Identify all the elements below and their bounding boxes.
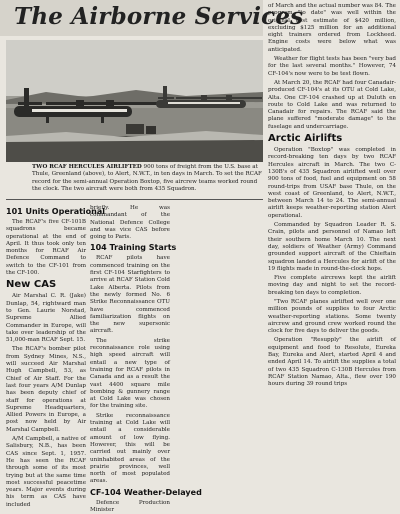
caption-text: 900 tons of freight from the U.S. base at Thule, Greenland (above), to Alert, N.W.T., in ten days in March. To set the RCAF record for the semi-annual Operation Boxtop, five aircrew teams worked round the clock. The two aircraft were both from 435 Squadron. — [32, 164, 262, 192]
article-column-2 — [90, 205, 202, 513]
paragraph: Air Marshal C. R. (Jake) Dunlap, 54, rightward man to Gen. Laurie Norstad, Supreme Allied Commander in Europe, will take over leadership of the 51,000-man RCAF Sept. 15. — [6, 293, 86, 344]
paragraph: Weather for flight tests has been "very bad for the last several months." However, 74 CF-104's now were to be test flown. — [268, 56, 396, 77]
paragraph: Operation "Boxtop" was completed in record-breaking ten days by two RCAF Hercules aircraft in March. The two C-130B's of 435 Squadron airlifted well over 900 tons of food, fuel and equipment on 58 round-trips from USAF base Thule, on the west coast of Greenland, to Alert, N.W.T., between March 14 to 24. The semi-annual airlift keeps weather-reporting station Alert operational. — [268, 147, 396, 219]
paragraph: Defence Production Minister — [90, 499, 170, 513]
paragraph: Five complete aircrews kept the airlift moving day and night to set the record-breaking ten days to completion. — [268, 275, 396, 296]
section-banner — [0, 0, 304, 36]
paragraph: briefly. He was commandant of the National Defence College and was vice CAS before going to Paris. — [90, 205, 170, 241]
heading-arctic-airlifts: Arctic Airlifts — [268, 133, 343, 145]
paragraph: The strike reconnaissance role using high speed aircraft will entail a new type of training for RCAF pilots in Canada and as a result the vast 4400 square mile bombing & gunnery range at Cold Lake was chosen for the training site. — [90, 337, 170, 410]
hercules-photo — [6, 40, 263, 162]
caption-divider — [6, 199, 263, 200]
article-column-1 — [6, 205, 105, 508]
paragraph: RCAF pilots have commenced training on the first CF-104 Starfighters to arrive at RCAF Station Cold Lake Alberta. Pilots from the newly formed No. 6 Strike Reconnaissance OTU have commenced familiarization flights on the new supersonic aircraft. — [90, 255, 170, 335]
heading-new-cas: New CAS — [6, 279, 57, 291]
section-title: The Airborne Services — [14, 3, 304, 30]
paragraph: Operation "Resupply" the airlift of equipment and food to Resolute, Eureka Bay, Eureka and Alert, started April 4 and ended April 14. To airlift the supplies a total of two 435 Squadron C-130B Hercules from RCAF Station Namao, Alta., flew over 190 hours during 39 round trips — [268, 337, 396, 388]
paragraph: At March 20, the RCAF had four Canadair-produced CF-104's at its OTU at Cold Lake, Alta. One CF-104 crashed up at Duluth en route to Cold Lake and was returned to Canadair for repairs. The RCAF said the plane suffered "moderate damage" to the fuselage and undercarriage. — [268, 79, 396, 130]
aircraft-photo-illustration — [6, 40, 263, 162]
caption-lead: TWO RCAF HERCULES AIRLIFTED — [32, 164, 142, 170]
heading-cf104-delayed: CF-104 Weather-Delayed — [90, 487, 202, 497]
heading-101-units: 101 Units Operational — [6, 207, 105, 216]
article-column-3 — [268, 3, 396, 400]
paragraph: "Two RCAF planes airlifted well over one million pounds of supplies to four Arctic weather-reporting stations. Some twenty aircrew and ground crew worked round the clock for five days to deliver the goods. — [268, 298, 396, 335]
heading-104-training: 104 Training Starts — [90, 243, 177, 253]
paragraph: The RCAF's five CF-101B squadrons became operational at the end of April. It thus took only ten months for RCAF Air Defence Command to switch to the CF-101 from the CF-100. — [6, 219, 86, 277]
paragraph: The RCAF's bomber pilot from Sydney Mines, N.S., will succeed Air Marshal Hugh Campbell, 53, as Chief of Air Staff. For the last four years A/M Dunlap has been deputy chief of staff for operations at Supreme Headquarters, Allied Powers in Europe, a post now held by Air Marshal Campbell. — [6, 346, 86, 433]
paragraph: Strike reconnaissance training at Cold Lake will entail a considerable amount of low flying. However, this will be carried out mainly over uninhabited areas of the prairie provinces, well north of most populated areas. — [90, 412, 170, 485]
paragraph: A/M Campbell, a native of Salisbury, N.B., has been CAS since Sept. 1, 1957. He has seen the RCAF through some of its most trying but at the same time most successful peacetime years. Major events during his term as CAS have included — [6, 436, 86, 508]
paragraph: of March and the actual number was 84. The program "to date" was well within the original cost estimate of $420 million, excluding $125 million for an additional eight trainers ordered from Lockheed. Engine costs were below what was anticipated. — [268, 3, 396, 53]
photo-caption — [32, 164, 262, 193]
paragraph: Commanded by Squadron Leader R. S. Crain, pilots and personnel of Namao left their southern home March 10. The next day, soldiers of Weather (Army) Command grounded support aircraft of the Chieftain squadron landed a Hercules for airlift of the 19 flights made in round-the-clock hops. — [268, 222, 396, 272]
